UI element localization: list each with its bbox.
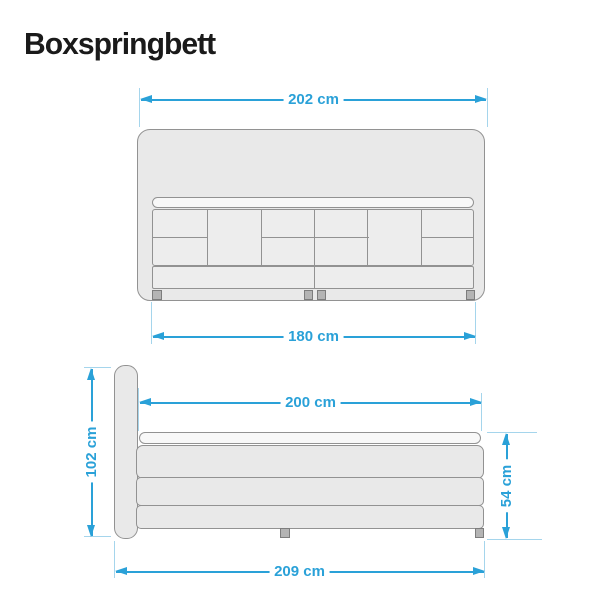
arrowhead-right-icon xyxy=(464,332,476,340)
headboard-side xyxy=(114,365,138,539)
page-title: Boxspringbett xyxy=(24,26,216,61)
grid-line xyxy=(314,267,315,288)
mattress-topper-side xyxy=(139,432,481,444)
extension-line xyxy=(139,88,140,127)
boxspring-lower-side xyxy=(136,505,485,529)
extension-line xyxy=(487,539,542,540)
bed-foot xyxy=(317,290,327,301)
arrowhead-left-icon xyxy=(139,398,151,406)
arrowhead-left-icon xyxy=(152,332,164,340)
bed-foot xyxy=(304,290,314,301)
arrowhead-down-icon xyxy=(502,527,510,539)
extension-line xyxy=(138,388,139,431)
bed-foot xyxy=(475,528,485,538)
dimension-label: 180 cm xyxy=(283,328,344,345)
boxspring-base-front xyxy=(152,266,474,289)
cushion-grid xyxy=(152,209,474,266)
dimension-label: 202 cm xyxy=(283,92,344,109)
bed-foot xyxy=(280,528,290,538)
arrowhead-right-icon xyxy=(470,398,482,406)
arrowhead-up-icon xyxy=(87,368,95,380)
boxspring-upper-side xyxy=(136,477,485,506)
arrowhead-left-icon xyxy=(115,567,127,575)
extension-line xyxy=(487,432,537,433)
arrowhead-left-icon xyxy=(140,95,152,103)
bed-foot xyxy=(466,290,476,301)
dimension-label: 209 cm xyxy=(269,564,330,581)
dimension-label: 102 cm xyxy=(83,422,100,483)
grid-line xyxy=(261,237,369,238)
mattress-side xyxy=(136,445,485,479)
dimension-height-base xyxy=(497,434,515,538)
grid-line xyxy=(421,237,473,238)
dimension-label: 54 cm xyxy=(498,459,515,512)
mattress-topper-front xyxy=(152,197,474,209)
dimension-width-mattress xyxy=(153,327,475,345)
dimension-height-total xyxy=(82,369,100,536)
arrowhead-down-icon xyxy=(87,525,95,537)
arrowhead-right-icon xyxy=(473,567,485,575)
grid-line xyxy=(153,237,208,238)
dimension-length-mattress xyxy=(140,393,481,411)
extension-line xyxy=(487,88,488,127)
dimension-label: 200 cm xyxy=(280,394,341,411)
arrowhead-right-icon xyxy=(475,95,487,103)
bed-foot xyxy=(152,290,162,301)
dimension-length-total xyxy=(116,562,484,580)
arrowhead-up-icon xyxy=(502,433,510,445)
dimension-width-total xyxy=(141,90,486,108)
